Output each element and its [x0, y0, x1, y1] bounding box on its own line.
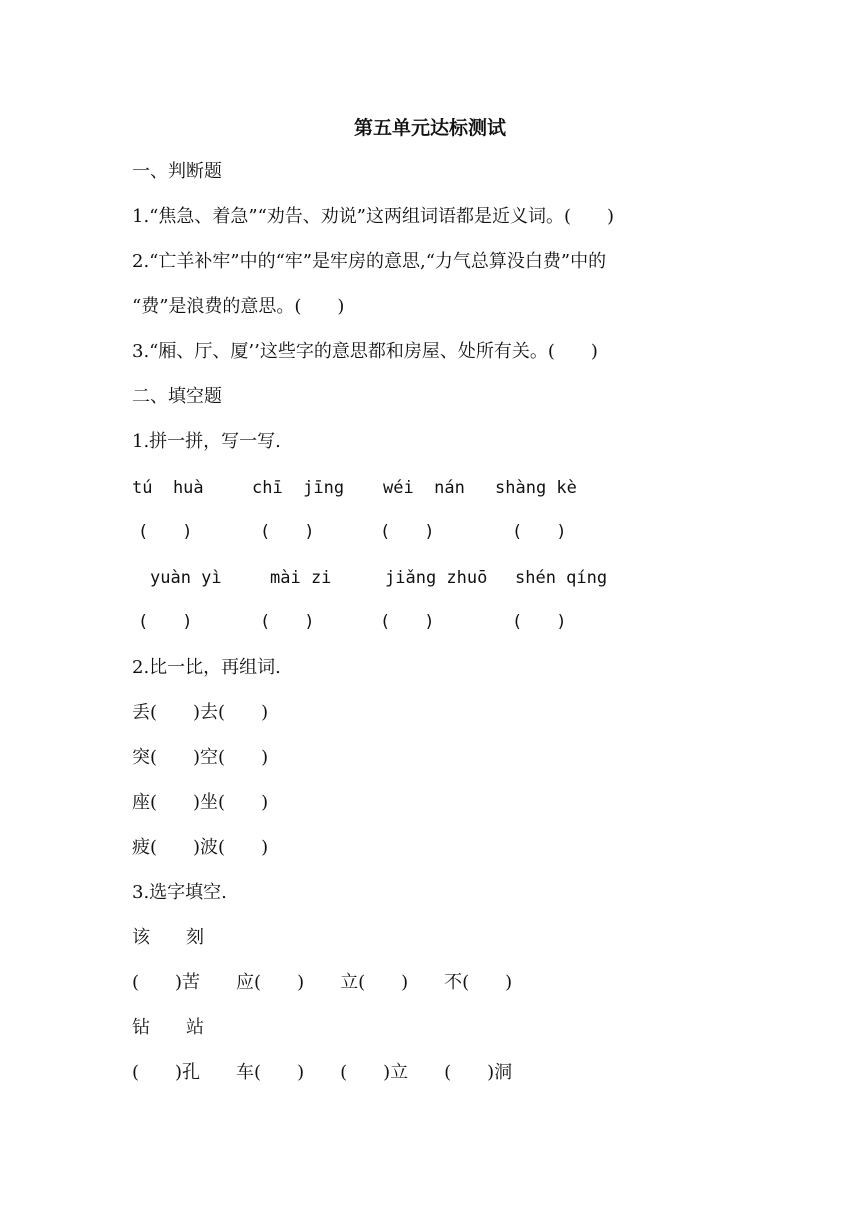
pinyin-item: tú huà — [132, 478, 204, 498]
pinyin-item: mài zi — [270, 568, 332, 588]
answer-blank[interactable]: ( ) — [260, 612, 315, 632]
pinyin-item: wéi nán — [383, 478, 465, 498]
answer-blank[interactable]: ( ) — [380, 612, 435, 632]
answer-blank[interactable]: ( ) — [512, 612, 567, 632]
compare-pair[interactable]: 座( )坐( ) — [132, 792, 269, 813]
judgement-question-2-line2: “费”是浪费的意思。( ) — [132, 296, 345, 317]
pinyin-item: chī jīng — [252, 478, 345, 498]
answer-blank[interactable]: ( ) — [138, 522, 193, 542]
choice-characters-1: 该 刻 — [132, 927, 204, 948]
answer-blank[interactable]: ( ) — [512, 522, 567, 542]
part2-label: 2.比一比，再组词. — [132, 657, 281, 678]
answer-blank[interactable]: ( ) — [380, 522, 435, 542]
choice-characters-2: 钻 站 — [132, 1017, 204, 1038]
fill-row-2[interactable]: ( )孔 车( ) ( )立 ( )洞 — [132, 1062, 513, 1083]
pinyin-item: jiǎng zhuō — [385, 568, 488, 588]
part1-label: 1.拼一拼，写一写. — [132, 431, 281, 452]
page-title: 第五单元达标测试 — [353, 117, 506, 139]
answer-blank[interactable]: ( ) — [260, 522, 315, 542]
pinyin-item: shén qíng — [515, 568, 608, 588]
part3-label: 3.选字填空. — [132, 882, 227, 903]
section-heading-fill: 二、填空题 — [132, 386, 222, 407]
fill-row-1[interactable]: ( )苦 应( ) 立( ) 不( ) — [132, 972, 513, 993]
pinyin-item: yuàn yì — [150, 568, 222, 588]
judgement-question-3: 3.“厢、厅、厦’’这些字的意思都和房屋、处所有关。( ) — [132, 341, 598, 362]
judgement-question-1: 1.“焦急、着急”“劝告、劝说”这两组词语都是近义词。( ) — [132, 206, 615, 227]
judgement-question-2-line1: 2.“亡羊补牢”中的“牢”是牢房的意思,“力气总算没白费”中的 — [132, 251, 607, 272]
compare-pair[interactable]: 突( )空( ) — [132, 747, 269, 768]
section-heading-judgement: 一、判断题 — [132, 161, 222, 182]
pinyin-item: shàng kè — [495, 478, 577, 498]
compare-pair[interactable]: 疲( )波( ) — [132, 837, 269, 858]
answer-blank[interactable]: ( ) — [138, 612, 193, 632]
compare-pair[interactable]: 丢( )去( ) — [132, 702, 269, 723]
